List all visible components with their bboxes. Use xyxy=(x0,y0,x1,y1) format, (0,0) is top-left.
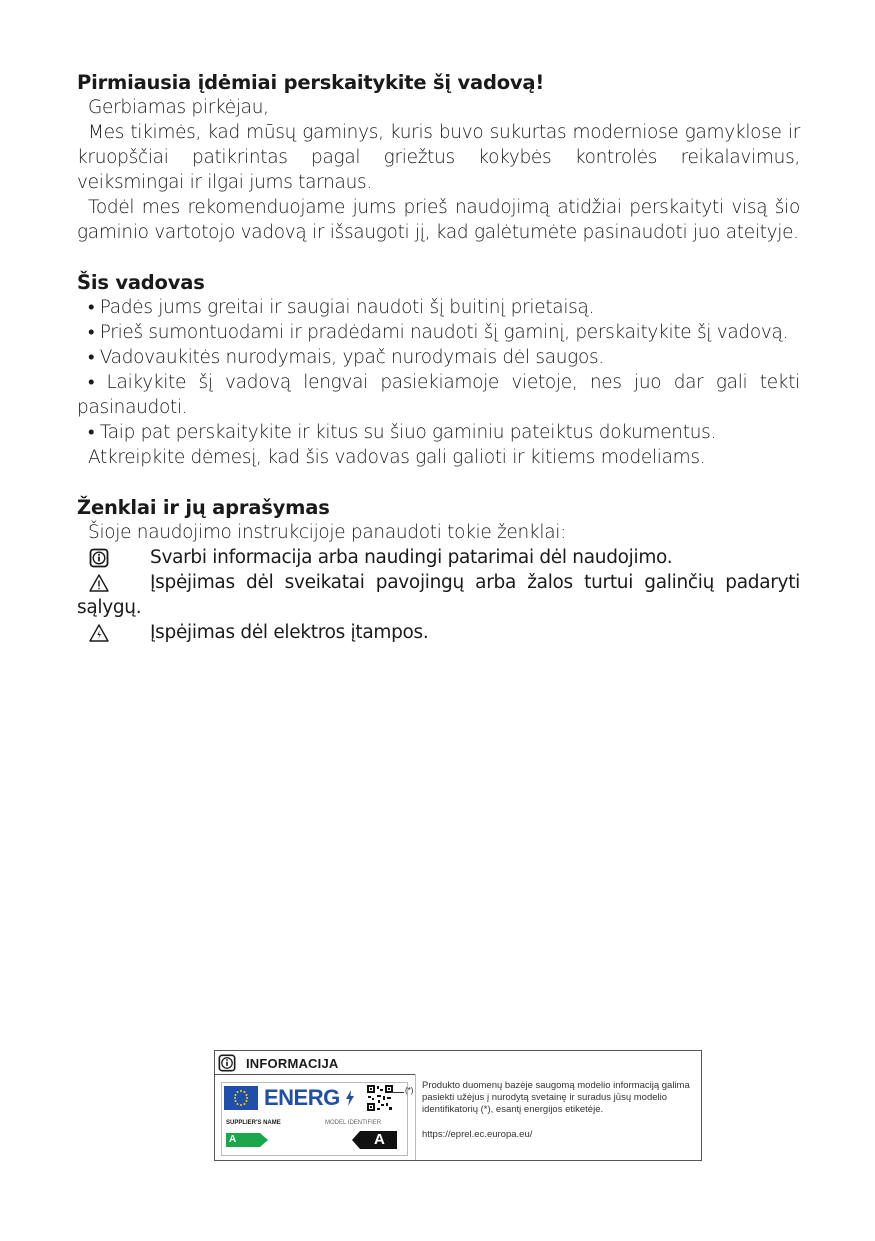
energy-label-image xyxy=(221,1082,408,1156)
greeting: Gerbiamas pirkėjau, xyxy=(88,97,269,118)
symbol-text: Svarbi informacija arba naudingi patarimai dėl naudojimo. xyxy=(150,547,673,568)
manual-page xyxy=(77,70,800,645)
symbols-heading: Ženklai ir jų aprašymas xyxy=(77,496,330,519)
supplier-name: SUPPLIER'S NAME xyxy=(226,1120,281,1126)
leader-line xyxy=(390,1092,404,1093)
info-box-title: INFORMACIJA xyxy=(246,1056,339,1071)
info-icon xyxy=(218,1054,236,1072)
symbol-row-warning xyxy=(77,570,800,620)
symbol-row-info xyxy=(77,545,800,570)
lightning-icon xyxy=(345,1090,355,1106)
energy-class-small: A xyxy=(229,1134,237,1145)
identifier-marker: (*) xyxy=(405,1086,414,1095)
energy-class-arrow xyxy=(226,1133,268,1147)
model-identifier: MODEL IDENTIFIER xyxy=(325,1120,382,1126)
bullet-item: • Vadovaukitės nurodymais, ypač nurodymais dėl saugos. xyxy=(88,347,604,368)
energy-brand: ENERG xyxy=(264,1085,340,1110)
intro-paragraph-1: Mes tikimės, kad mūsų gaminys, kuris buvo sukurtas moderniose gamyklose ir kruopščiai patikrintas pagal griežtus kokybės kontrolės reikalavimus, veiksmingai ir ilgai jums tarnaus. xyxy=(77,122,800,193)
symbol-text: Įspėjimas dėl elektros įtampos. xyxy=(150,622,429,643)
info-box xyxy=(214,1050,702,1161)
info-box-text: Produkto duomenų bazėje saugomą modelio informaciją galima pasiekti užėjus į nurodytą svetainę ir suradus jūsų modelio identifikatorių (*), esantį energijos etiketėje. xyxy=(422,1080,690,1115)
info-icon xyxy=(89,548,109,568)
bullet-item: • Taip pat perskaitykite ir kitus su šiuo gaminiu pateiktus dokumentus. xyxy=(88,422,717,443)
info-box-header xyxy=(215,1051,415,1075)
symbol-row-electric xyxy=(77,620,800,645)
bullet-item: • Laikykite šį vadovą lengvai pasiekiamoje vietoje, nes juo dar gali tekti pasinaudoti. xyxy=(77,372,800,418)
energy-class-badge xyxy=(352,1131,397,1149)
intro-paragraph-2: Todėl mes rekomenduojame jums prieš naudojimą atidžiai perskaityti visą šio gaminio vartotojo vadovą ir išsaugoti jį, kad galėtumėte pasinaudoti juo ateityje. xyxy=(77,197,800,243)
electric-warning-icon xyxy=(89,623,109,643)
bullet-item: • Padės jums greitai ir saugiai naudoti šį buitinį prietaisą. xyxy=(88,297,595,318)
manual-note: Atkreipkite dėmesį, kad šis vadovas gali galioti ir kitiems modeliams. xyxy=(88,447,706,468)
bullet-item: • Prieš sumontuodami ir pradėdami naudoti šį gaminį, perskaitykite šį vadovą. xyxy=(88,322,789,343)
eu-flag-icon xyxy=(224,1086,258,1110)
intro-heading: Pirmiausia įdėmiai perskaitykite šį vadovą! xyxy=(77,71,545,94)
symbol-text: Įspėjimas dėl sveikatai pavojingų arba žalos turtui galinčių padaryti sąlygų. xyxy=(77,572,800,618)
eprel-url[interactable]: https://eprel.ec.europa.eu/ xyxy=(422,1129,533,1140)
qr-code-icon xyxy=(367,1085,393,1111)
manual-heading: Šis vadovas xyxy=(77,271,205,294)
warning-icon xyxy=(89,573,109,593)
symbols-intro: Šioje naudojimo instrukcijoje panaudoti tokie ženklai: xyxy=(88,522,566,543)
energy-class-big: A xyxy=(374,1131,385,1148)
